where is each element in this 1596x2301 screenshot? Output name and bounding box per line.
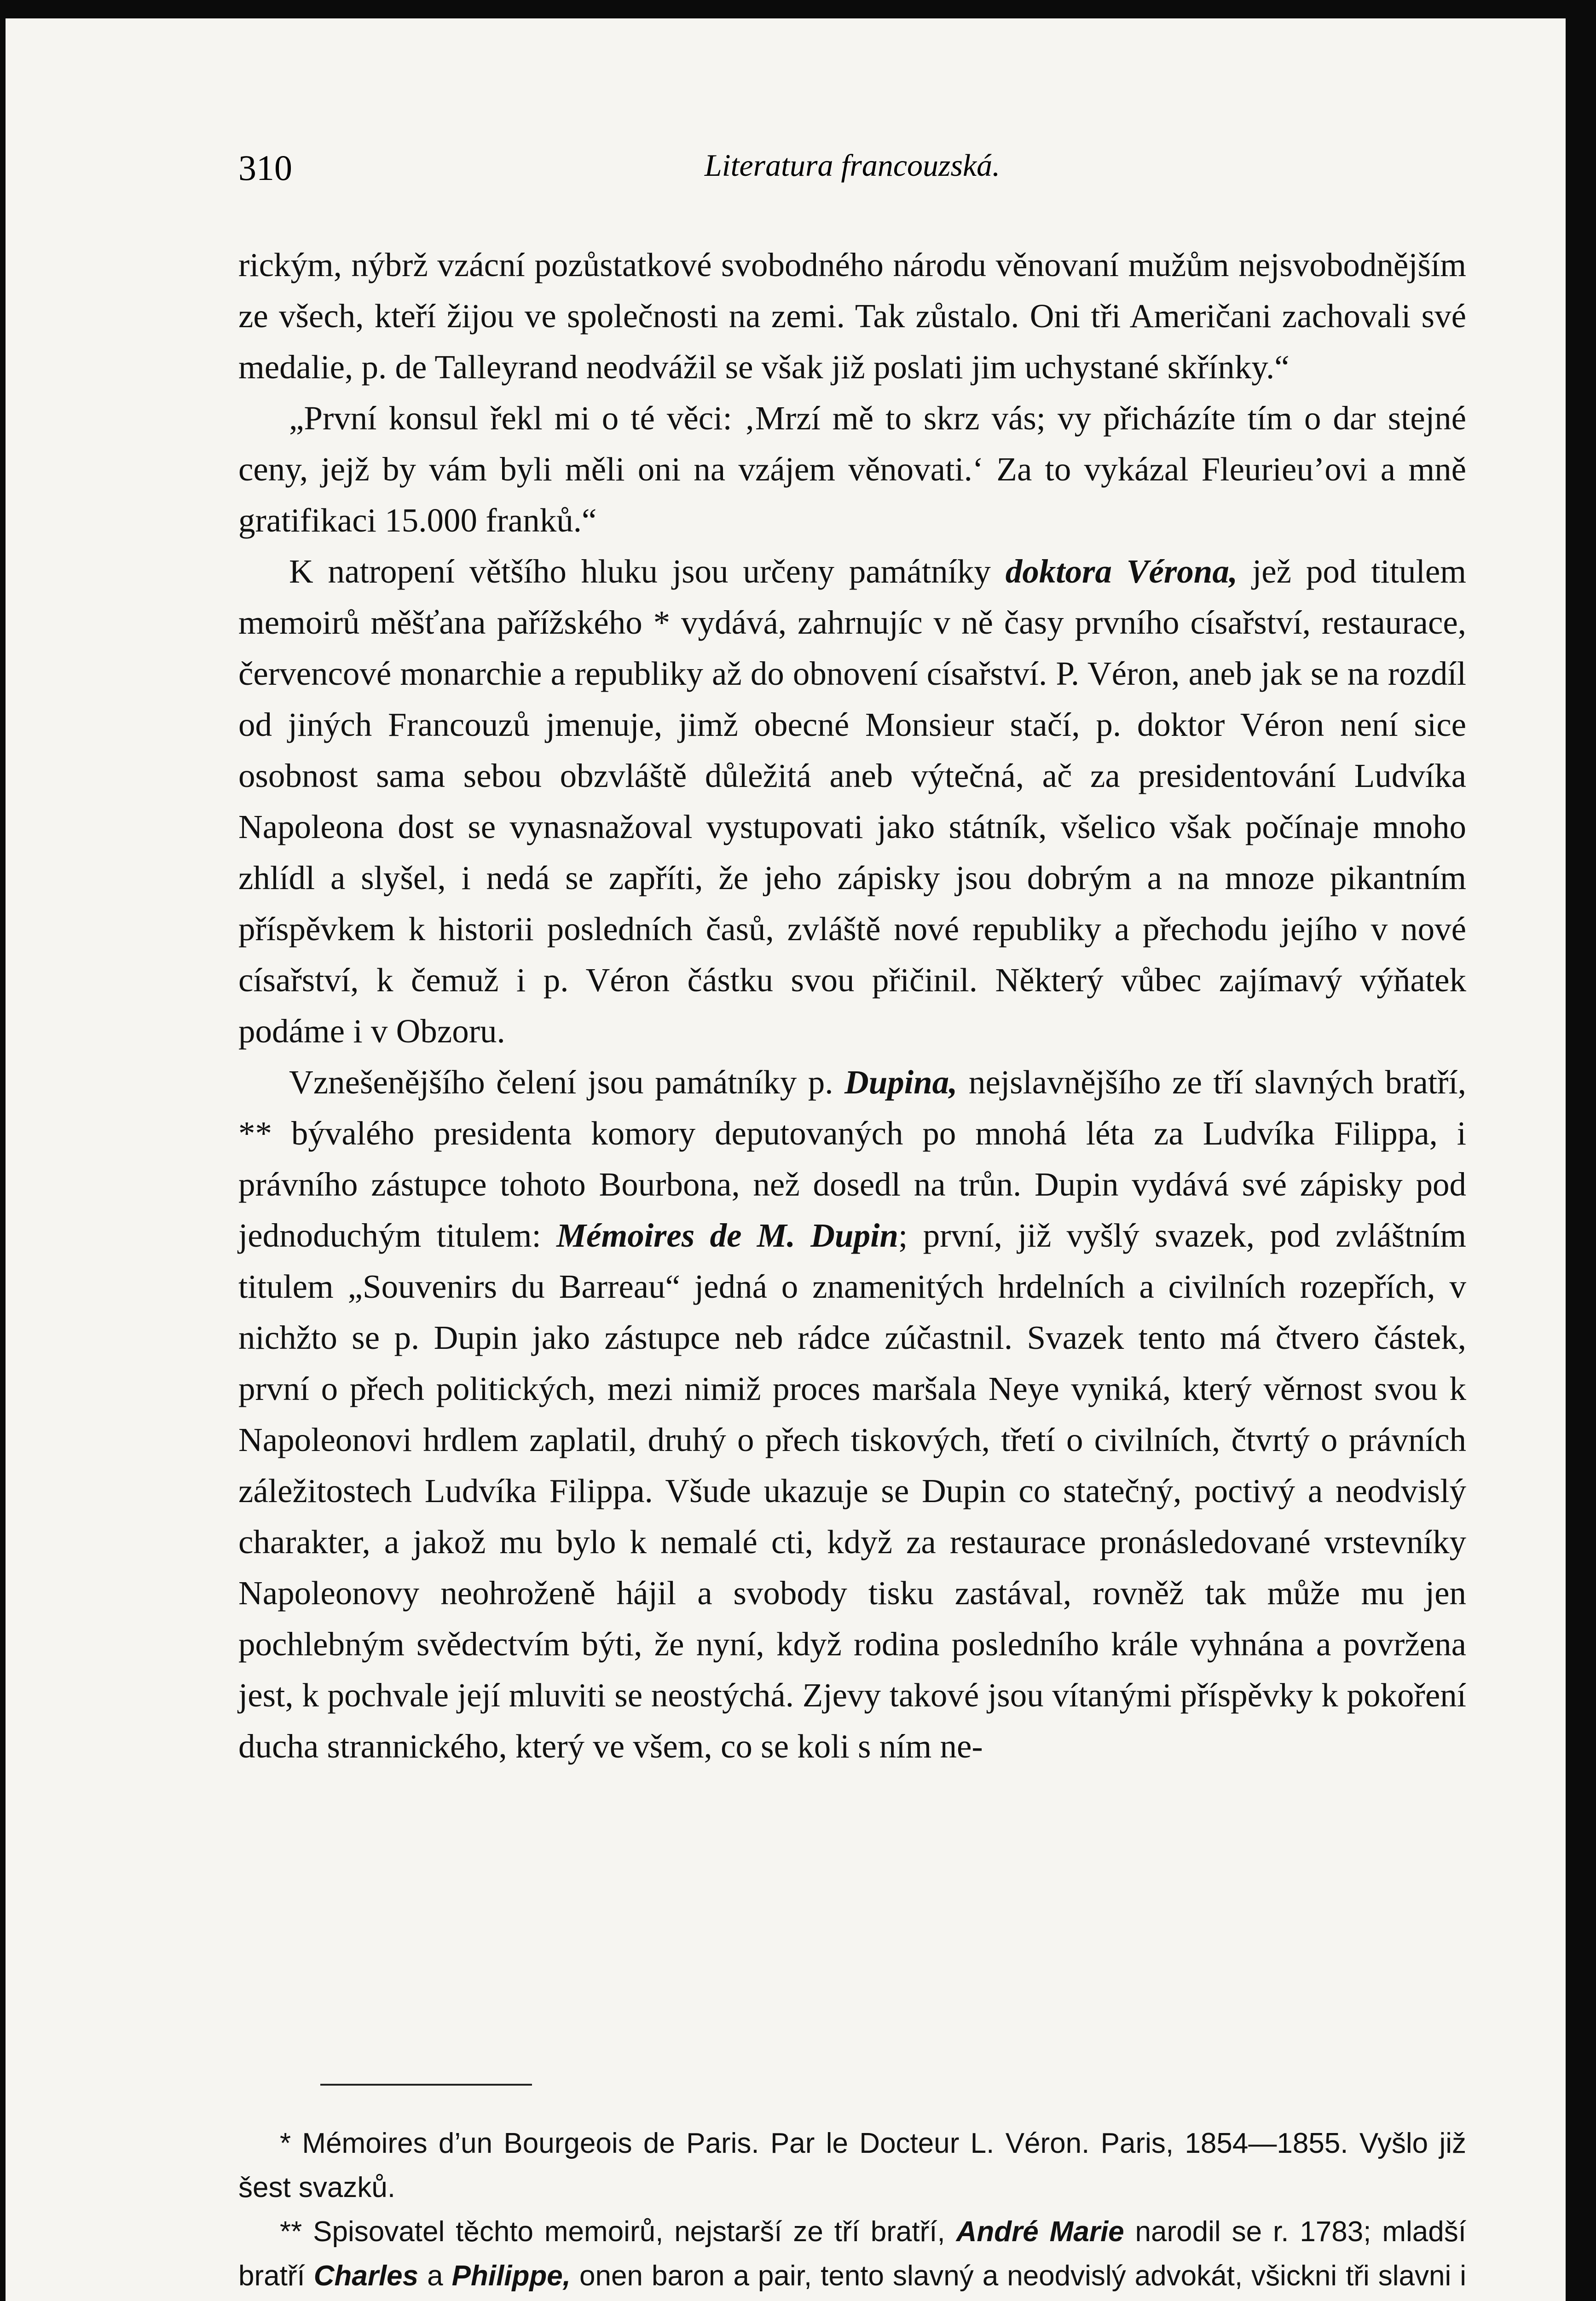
paragraph-3-text-a: K natropení většího hluku jsou určeny památníky xyxy=(289,553,1006,590)
page-header xyxy=(238,147,1466,198)
running-title: Literatura francouzská. xyxy=(704,148,1000,183)
footnotes xyxy=(238,2122,1466,2301)
author-name-dupin: Dupina, xyxy=(844,1064,958,1101)
book-title-memoires: Mémoires de M. Dupin xyxy=(556,1217,898,1254)
author-name-veron: doktora Vérona, xyxy=(1005,553,1238,590)
footnote-divider xyxy=(320,2084,532,2086)
footnote-name-philippe: Philippe, xyxy=(451,2260,571,2292)
paragraph-4-text-a: Vznešenějšího čelení jsou památníky p. xyxy=(289,1064,844,1101)
scan-border xyxy=(1566,0,1596,2301)
footnote-2 xyxy=(238,2210,1466,2301)
body-text xyxy=(238,239,1466,1772)
footnote-2-text-c: a xyxy=(418,2260,452,2292)
footnote-2-text-d: onen baron a pair, tento slavný a neodvislý advokát, všickni tři slavni i xyxy=(579,2260,1466,2292)
footnote-1: * Mémoires d’un Bourgeois de Paris. Par le Docteur L. Véron. Paris, 1854—1855. Vyšlo již šest svazků. xyxy=(238,2128,1466,2203)
paragraph-3-text-b: jež pod titulem memoirů měšťana pařížského * vydává, zahrnujíc v ně časy prvního císařství, restaurace, červencové monarchie a republiky až do obnovení císařství. P. Véron, aneb jak se na rozdíl od jiných Francouzů jmenuje, jimž obecné Monsieur stačí, p. doktor Véron není sice osobnost sama sebou obzvláště důležitá aneb výtečná, ač za presidentování Ludvíka Napoleona dost se vynasnažoval vystupovati jako státník, všelico však počínaje mnoho zhlídl a slyšel, i nedá se zapříti, že jeho zápisky jsou dobrým a na mnoze pikantním příspěvkem k historii posledních časů, zvláště nové republiky a přechodu jejího v nové císařství, k čemuž i p. Véron částku svou přičinil. Některý vůbec zajímavý výňatek podáme i v Obzoru. xyxy=(238,553,1467,1050)
paragraph-2: „První konsul řekl mi o té věci: ‚Mrzí mě to skrz vás; vy přicházíte tím o dar stejné ceny, jejž by vám byli měli oni na vzájem věnovati.‘ Za to vykázal Fleurieu’ovi a mně gratifikaci 15.000 franků.“ xyxy=(238,399,1466,539)
footnote-name-andre-marie: André Marie xyxy=(956,2216,1124,2248)
footnote-2-text-b: narodil se r. 1783; mladší bratří xyxy=(238,2216,1466,2292)
page-number: 310 xyxy=(238,148,292,188)
footnote-2-text-a: ** Spisovatel těchto memoirů, nejstarší ze tří bratří, xyxy=(280,2216,956,2248)
footnote-name-charles: Charles xyxy=(313,2260,419,2292)
paragraph-3 xyxy=(238,546,1466,1057)
paragraph-4-text-b: nejslavnějšího ze tří slavných bratří, ** bývalého presidenta komory deputovaných po mnohá léta za Ludvíka Filippa, i právního zástupce tohoto Bourbona, než dosedl na trůn. Dupin vydává své zápisky pod jednoduchým titulem: xyxy=(238,1064,1466,1254)
paragraph-4-text-c: ; první, již vyšlý svazek, pod zvláštním titulem „Souvenirs du Barreau“ jedná o znamenitých hrdelních a civilních rozepřích, v nichžto se p. Dupin jako zástupce neb rádce zúčastnil. Svazek tento má čtvero částek, první o přech politických, mezi nimiž proces maršala Neye vyniká, který věrnost svou k Napoleonovi hrdlem zaplatil, druhý o přech tiskových, třetí o civilních, čtvrtý o právních záležitostech Ludvíka Filippa. Všude ukazuje se Dupin co statečný, poctivý a neodvislý charakter, a jakož mu bylo k nemalé cti, když za restaurace pronásledované vrstevníky Napoleonovy neohroženě hájil a svobody tisku zastával, rovněž tak může mu jen pochlebným svědectvím býti, že nyní, když rodina posledního krále vyhnána a povržena jest, k pochvale její mluviti se neostýchá. Zjevy takové jsou vítanými příspěvky k pokoření ducha strannického, který ve všem, co se koli s ním ne- xyxy=(238,1217,1466,1765)
paragraph-1: rickým, nýbrž vzácní pozůstatkové svobodného národu věnovaní mužům nejsvobodnějším ze všech, kteří žijou ve společnosti na zemi. Tak zůstalo. Oni tři Američani zachovali své medalie, p. de Talleyrand neodvážil se však již poslati jim uchystané skřínky.“ xyxy=(238,246,1466,386)
paragraph-4 xyxy=(238,1057,1466,1772)
